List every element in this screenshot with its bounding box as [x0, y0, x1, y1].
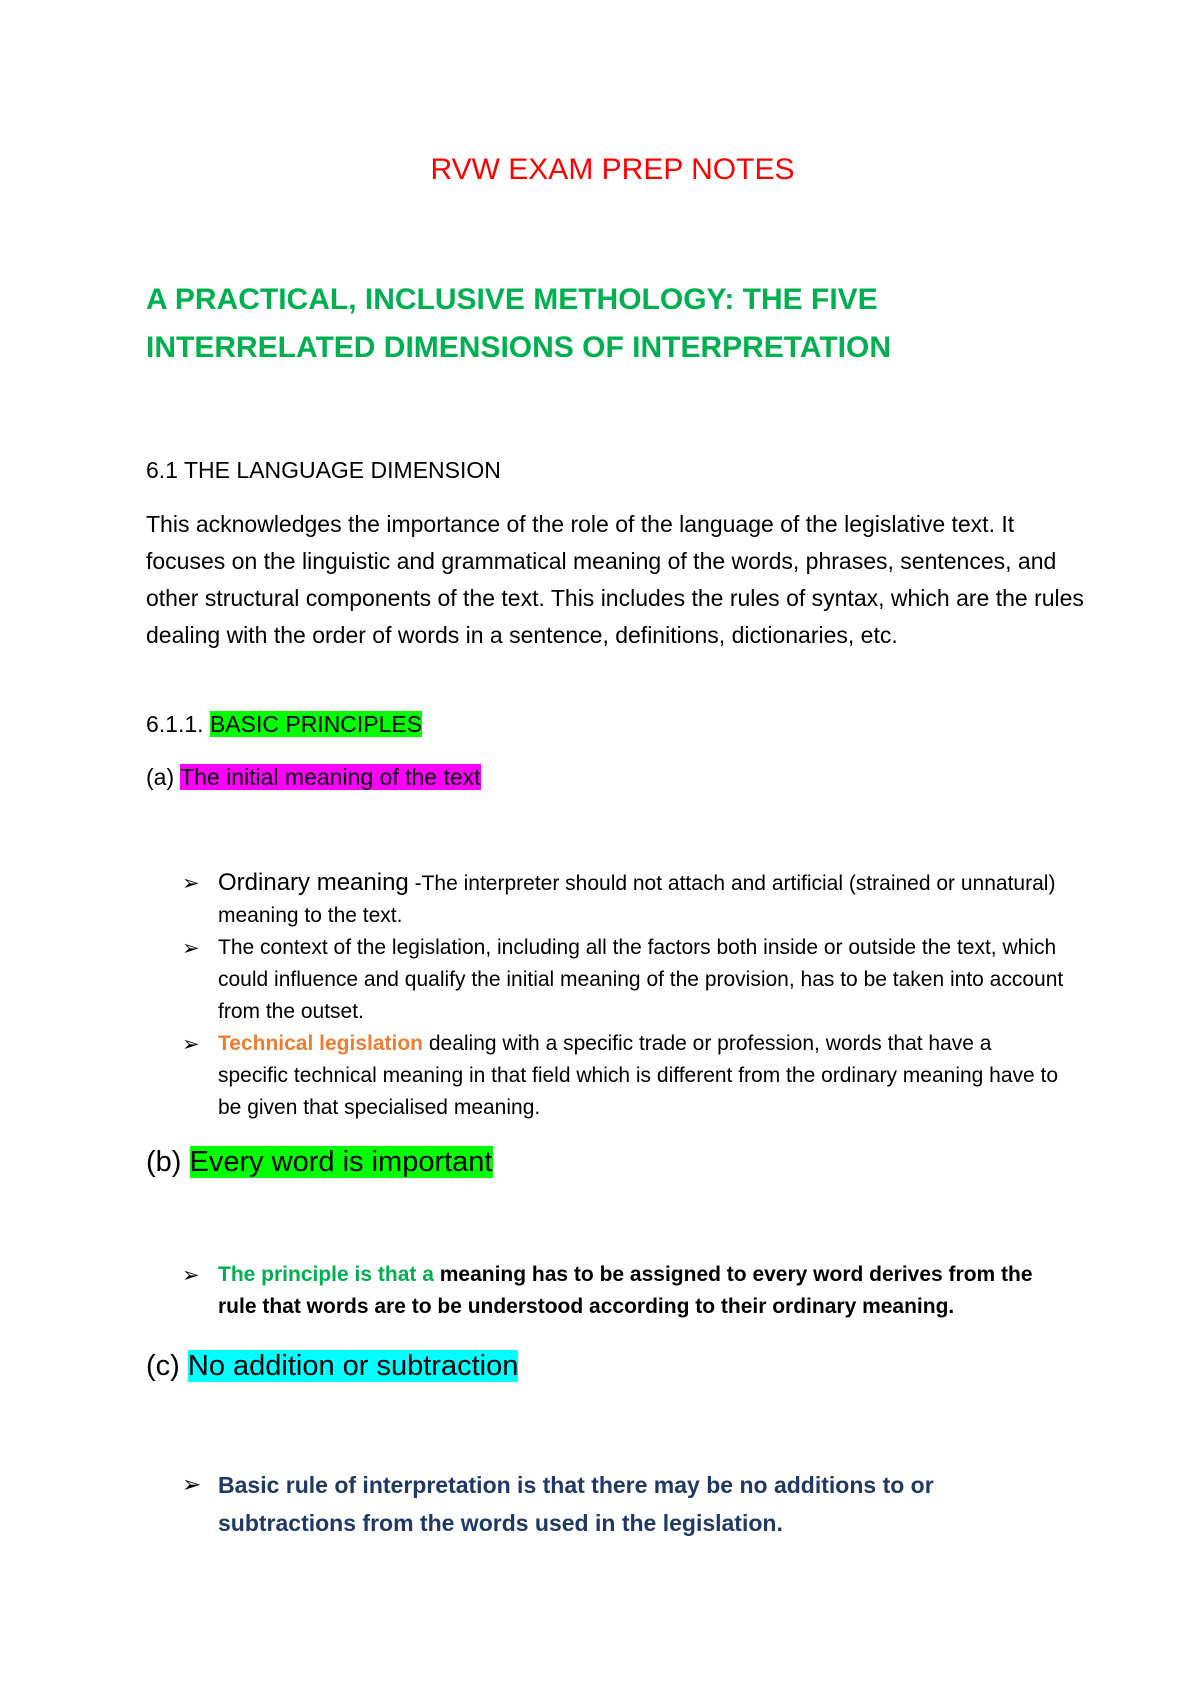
- subtitle-line-1: A PRACTICAL, INCLUSIVE METHOLOGY: THE FIVE: [146, 283, 878, 316]
- subsection-heading: [146, 708, 422, 740]
- bullet-lead-principle: The principle is that a: [218, 1263, 434, 1286]
- bullet-text: meaning has to be assigned to every word derives from the rule that words are to be understood according to their ordinary meaning.: [218, 1263, 1033, 1318]
- list-item: [146, 1466, 1066, 1542]
- item-b-bullet-list: [146, 1259, 1066, 1323]
- section-heading: 6.1 THE LANGUAGE DIMENSION: [146, 457, 501, 483]
- bullet-text: -The interpreter should not attach and artificial (strained or unnatural) meaning to the text.: [218, 872, 1056, 927]
- subtitle-line-2: INTERRELATED DIMENSIONS OF INTERPRETATION: [146, 331, 892, 364]
- bullet-lead-technical-legislation: Technical legislation: [218, 1032, 423, 1055]
- list-item: [146, 1028, 1066, 1124]
- arrowhead-bullet-icon: ➢: [182, 1032, 200, 1056]
- item-b-heading: [146, 1143, 493, 1181]
- document-title: RVW EXAM PREP NOTES: [430, 153, 795, 186]
- list-item: [146, 867, 1066, 932]
- item-c-title-highlight: No addition or subtraction: [187, 1350, 519, 1382]
- item-b-title-highlight: Every word is important: [189, 1146, 493, 1178]
- arrowhead-bullet-icon: ➢: [182, 1472, 202, 1498]
- bullet-text: The context of the legislation, including all the factors both inside or outside the text, which could influence and qualify the initial meaning of the provision, has to be taken into account from the outset.: [218, 936, 1064, 1023]
- arrowhead-bullet-icon: ➢: [182, 1263, 200, 1287]
- list-item: [146, 1259, 1066, 1323]
- section-paragraph: This acknowledges the importance of the role of the language of the legislative text. It focuses on the linguistic and grammatical meaning of the words, phrases, sentences, and other structural components of the text. This includes the rules of syntax, which are the rules dealing with the order of words in a sentence, definitions, dictionaries, etc.: [146, 511, 1084, 648]
- item-b-label: (b): [146, 1146, 190, 1178]
- item-a-label: (a): [146, 764, 181, 790]
- arrowhead-bullet-icon: ➢: [182, 871, 200, 895]
- document-subtitle: [146, 276, 1106, 372]
- bullet-lead-ordinary-meaning: Ordinary meaning: [218, 869, 409, 896]
- bullet-text: dealing with a specific trade or profession, words that have a specific technical meaning in that field which is different from the ordinary meaning have to be given that specialised meaning.: [218, 1032, 1059, 1119]
- item-c-label: (c): [146, 1350, 188, 1382]
- subsection-number: 6.1.1.: [146, 711, 210, 737]
- list-item: [146, 932, 1066, 1028]
- item-c-bullet-list: [146, 1466, 1066, 1542]
- item-a-bullet-list: [146, 867, 1066, 1124]
- item-a-title-highlight: The initial meaning of the text: [180, 764, 481, 790]
- item-c-heading: [146, 1347, 518, 1385]
- bullet-text: Basic rule of interpretation is that there may be no additions to or subtractions from the words used in the legislation.: [218, 1472, 934, 1536]
- item-a-heading: [146, 761, 481, 793]
- arrowhead-bullet-icon: ➢: [182, 936, 200, 960]
- subsection-title-highlight: BASIC PRINCIPLES: [209, 711, 423, 737]
